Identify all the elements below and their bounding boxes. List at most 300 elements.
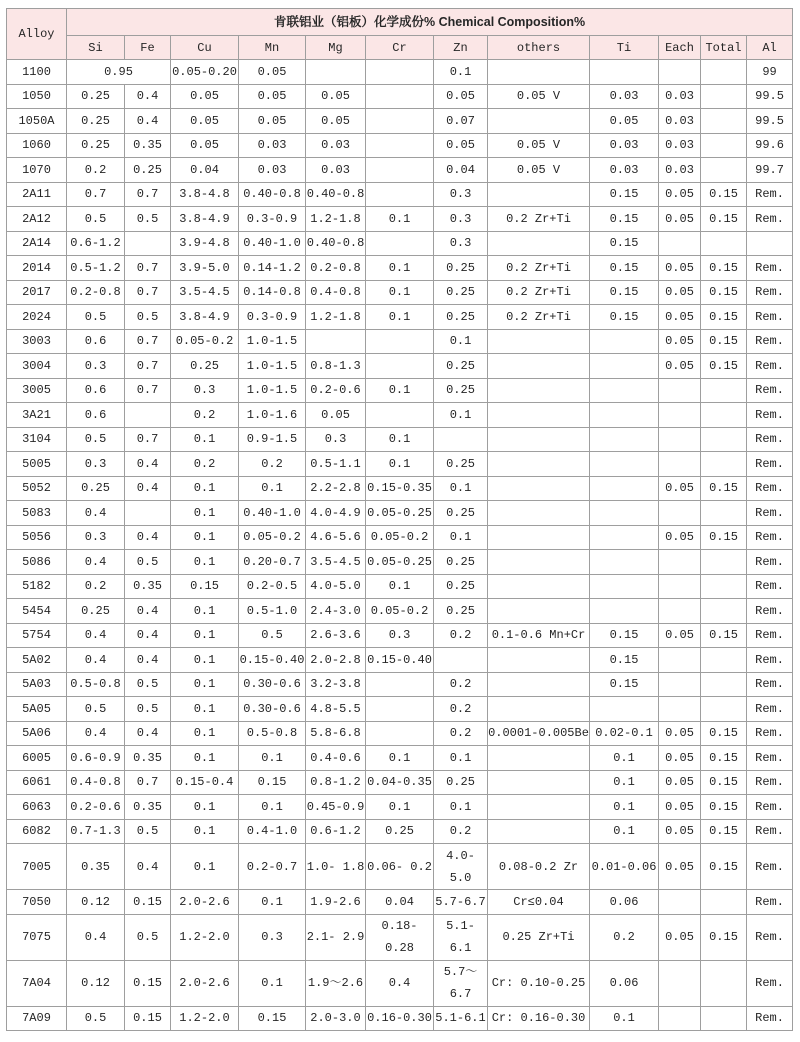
cell-others: 0.2 Zr+Ti xyxy=(488,256,590,281)
cell-each: 0.05 xyxy=(659,819,701,844)
cell-fe: 0.7 xyxy=(125,256,171,281)
table-row xyxy=(7,770,793,795)
cell-mn: 0.03 xyxy=(239,158,306,183)
cell-total xyxy=(701,403,747,428)
cell-ti xyxy=(590,403,659,428)
cell-si: 0.4 xyxy=(67,914,125,960)
cell-total xyxy=(701,378,747,403)
cell-mg: 2.0-2.8 xyxy=(306,648,366,673)
cell-mn: 0.05 xyxy=(239,60,306,85)
cell-cu: 0.05-0.2 xyxy=(171,329,239,354)
table-title: 肯联铝业（铝板）化学成份% Chemical Composition% xyxy=(67,9,793,36)
cell-alloy: 6063 xyxy=(7,795,67,820)
cell-mn: 0.4-1.0 xyxy=(239,819,306,844)
cell-si: 0.25 xyxy=(67,84,125,109)
cell-si: 0.5 xyxy=(67,427,125,452)
cell-cr: 0.1 xyxy=(366,280,434,305)
cell-fe: 0.4 xyxy=(125,648,171,673)
cell-cu: 0.2 xyxy=(171,452,239,477)
cell-cr: 0.15-0.40 xyxy=(366,648,434,673)
cell-ti xyxy=(590,452,659,477)
cell-each: 0.05 xyxy=(659,280,701,305)
cell-ti: 0.01-0.06 xyxy=(590,844,659,890)
table-row xyxy=(7,231,793,256)
cell-cr: 0.1 xyxy=(366,795,434,820)
cell-cr: 0.1 xyxy=(366,452,434,477)
table-row xyxy=(7,697,793,722)
cell-total xyxy=(701,1006,747,1031)
cell-si: 0.6-1.2 xyxy=(67,231,125,256)
cell-cu: 3.5-4.5 xyxy=(171,280,239,305)
cell-cr: 0.1 xyxy=(366,305,434,330)
cell-si: 0.2-0.8 xyxy=(67,280,125,305)
cell-mn: 0.5-0.8 xyxy=(239,721,306,746)
cell-each: 0.05 xyxy=(659,795,701,820)
cell-si: 0.2 xyxy=(67,158,125,183)
cell-al: Rem. xyxy=(747,697,793,722)
cell-ti xyxy=(590,354,659,379)
cell-mn: 0.40-1.0 xyxy=(239,501,306,526)
cell-total: 0.15 xyxy=(701,354,747,379)
cell-zn: 5.7～ 6.7 xyxy=(434,960,488,1006)
column-header-fe: Fe xyxy=(125,36,171,60)
cell-cu: 0.1 xyxy=(171,721,239,746)
cell-cu: 0.2 xyxy=(171,403,239,428)
cell-cu: 0.1 xyxy=(171,427,239,452)
table-row xyxy=(7,182,793,207)
cell-each: 0.05 xyxy=(659,256,701,281)
cell-si: 0.12 xyxy=(67,960,125,1006)
cell-cr xyxy=(366,182,434,207)
cell-fe xyxy=(125,501,171,526)
cell-si: 0.3 xyxy=(67,525,125,550)
cell-total: 0.15 xyxy=(701,305,747,330)
cell-fe: 0.35 xyxy=(125,746,171,771)
cell-mg: 1.0- 1.8 xyxy=(306,844,366,890)
cell-others: Cr: 0.10-0.25 xyxy=(488,960,590,1006)
cell-fe: 0.15 xyxy=(125,1006,171,1031)
cell-total xyxy=(701,890,747,915)
cell-mn: 0.15-0.40 xyxy=(239,648,306,673)
cell-cr: 0.4 xyxy=(366,960,434,1006)
cell-total: 0.15 xyxy=(701,329,747,354)
cell-others: 0.2 Zr+Ti xyxy=(488,207,590,232)
cell-al: Rem. xyxy=(747,525,793,550)
table-row xyxy=(7,133,793,158)
cell-si: 0.4 xyxy=(67,501,125,526)
cell-fe: 0.7 xyxy=(125,329,171,354)
cell-others xyxy=(488,378,590,403)
cell-zn: 0.05 xyxy=(434,133,488,158)
cell-ti: 0.1 xyxy=(590,1006,659,1031)
column-header-mn: Mn xyxy=(239,36,306,60)
cell-zn: 0.2 xyxy=(434,623,488,648)
cell-mg: 2.6-3.6 xyxy=(306,623,366,648)
cell-mn: 1.0-1.5 xyxy=(239,354,306,379)
cell-total xyxy=(701,550,747,575)
cell-others: Cr≤0.04 xyxy=(488,890,590,915)
table-row xyxy=(7,256,793,281)
cell-fe: 0.4 xyxy=(125,476,171,501)
cell-fe: 0.7 xyxy=(125,354,171,379)
cell-total: 0.15 xyxy=(701,795,747,820)
cell-others xyxy=(488,427,590,452)
cell-mg: 0.4-0.6 xyxy=(306,746,366,771)
cell-ti xyxy=(590,329,659,354)
table-row xyxy=(7,721,793,746)
cell-alloy: 5052 xyxy=(7,476,67,501)
cell-alloy: 6082 xyxy=(7,819,67,844)
cell-si: 0.25 xyxy=(67,476,125,501)
cell-each xyxy=(659,427,701,452)
cell-each: 0.05 xyxy=(659,329,701,354)
cell-al: Rem. xyxy=(747,1006,793,1031)
cell-others: 0.05 V xyxy=(488,158,590,183)
cell-cr xyxy=(366,354,434,379)
cell-others xyxy=(488,476,590,501)
cell-mn: 0.20-0.7 xyxy=(239,550,306,575)
cell-ti: 0.15 xyxy=(590,280,659,305)
cell-al: Rem. xyxy=(747,960,793,1006)
cell-ti xyxy=(590,60,659,85)
cell-total: 0.15 xyxy=(701,914,747,960)
cell-cr: 0.16-0.30 xyxy=(366,1006,434,1031)
cell-al: 99.7 xyxy=(747,158,793,183)
cell-alloy: 5A05 xyxy=(7,697,67,722)
table-row xyxy=(7,158,793,183)
table-row xyxy=(7,599,793,624)
cell-alloy: 2A14 xyxy=(7,231,67,256)
cell-al: Rem. xyxy=(747,501,793,526)
column-header-each: Each xyxy=(659,36,701,60)
cell-total: 0.15 xyxy=(701,207,747,232)
cell-al: Rem. xyxy=(747,574,793,599)
cell-fe: 0.4 xyxy=(125,844,171,890)
cell-mg xyxy=(306,60,366,85)
column-header-alloy: Alloy xyxy=(7,9,67,60)
cell-each xyxy=(659,574,701,599)
cell-alloy: 2014 xyxy=(7,256,67,281)
cell-fe: 0.7 xyxy=(125,427,171,452)
cell-cu: 0.1 xyxy=(171,599,239,624)
cell-cu: 0.05 xyxy=(171,84,239,109)
cell-each xyxy=(659,501,701,526)
cell-ti xyxy=(590,574,659,599)
cell-mg: 0.4-0.8 xyxy=(306,280,366,305)
cell-total xyxy=(701,158,747,183)
cell-cr: 0.18- 0.28 xyxy=(366,914,434,960)
cell-each: 0.05 xyxy=(659,914,701,960)
cell-others xyxy=(488,819,590,844)
cell-mn: 0.30-0.6 xyxy=(239,672,306,697)
cell-total xyxy=(701,60,747,85)
cell-fe: 0.4 xyxy=(125,525,171,550)
cell-ti xyxy=(590,501,659,526)
table-row xyxy=(7,1006,793,1031)
cell-mn: 0.3 xyxy=(239,914,306,960)
cell-mg: 1.9-2.6 xyxy=(306,890,366,915)
cell-ti: 0.03 xyxy=(590,84,659,109)
cell-ti xyxy=(590,599,659,624)
cell-alloy: 5083 xyxy=(7,501,67,526)
cell-zn: 0.2 xyxy=(434,721,488,746)
cell-alloy: 1050A xyxy=(7,109,67,134)
cell-mg: 5.8-6.8 xyxy=(306,721,366,746)
cell-mg: 1.2-1.8 xyxy=(306,207,366,232)
cell-al: Rem. xyxy=(747,403,793,428)
cell-total xyxy=(701,109,747,134)
cell-zn: 0.25 xyxy=(434,501,488,526)
cell-zn: 0.1 xyxy=(434,60,488,85)
cell-mn: 0.15 xyxy=(239,1006,306,1031)
cell-si: 0.6 xyxy=(67,378,125,403)
cell-zn: 0.25 xyxy=(434,354,488,379)
table-row xyxy=(7,427,793,452)
cell-fe: 0.4 xyxy=(125,623,171,648)
cell-others xyxy=(488,452,590,477)
cell-alloy: 5A02 xyxy=(7,648,67,673)
cell-total: 0.15 xyxy=(701,280,747,305)
cell-cr: 0.05-0.25 xyxy=(366,550,434,575)
cell-mg: 2.0-3.0 xyxy=(306,1006,366,1031)
cell-total: 0.15 xyxy=(701,746,747,771)
cell-each: 0.05 xyxy=(659,844,701,890)
cell-mg xyxy=(306,329,366,354)
cell-mg: 1.2-1.8 xyxy=(306,305,366,330)
cell-alloy: 7050 xyxy=(7,890,67,915)
cell-al: Rem. xyxy=(747,354,793,379)
cell-each: 0.05 xyxy=(659,207,701,232)
cell-others: 0.25 Zr+Ti xyxy=(488,914,590,960)
cell-cu: 0.1 xyxy=(171,623,239,648)
cell-cr xyxy=(366,697,434,722)
cell-each: 0.05 xyxy=(659,354,701,379)
cell-others xyxy=(488,354,590,379)
cell-mn: 0.2-0.5 xyxy=(239,574,306,599)
cell-zn: 0.3 xyxy=(434,182,488,207)
cell-cr: 0.1 xyxy=(366,574,434,599)
cell-fe xyxy=(125,403,171,428)
table-row xyxy=(7,960,793,1006)
cell-total xyxy=(701,672,747,697)
cell-al: Rem. xyxy=(747,476,793,501)
cell-each xyxy=(659,1006,701,1031)
cell-others: 0.08-0.2 Zr xyxy=(488,844,590,890)
cell-cu: 0.1 xyxy=(171,795,239,820)
cell-total xyxy=(701,452,747,477)
cell-ti xyxy=(590,525,659,550)
cell-zn: 0.05 xyxy=(434,84,488,109)
cell-others: Cr: 0.16-0.30 xyxy=(488,1006,590,1031)
cell-zn: 0.1 xyxy=(434,403,488,428)
cell-zn: 0.25 xyxy=(434,574,488,599)
cell-si: 0.3 xyxy=(67,354,125,379)
cell-alloy: 1100 xyxy=(7,60,67,85)
cell-zn: 0.1 xyxy=(434,329,488,354)
cell-al: Rem. xyxy=(747,746,793,771)
cell-fe: 0.5 xyxy=(125,697,171,722)
cell-zn: 0.07 xyxy=(434,109,488,134)
cell-mg: 1.9～2.6 xyxy=(306,960,366,1006)
table-row xyxy=(7,623,793,648)
table-row xyxy=(7,914,793,960)
cell-others xyxy=(488,329,590,354)
cell-fe: 0.15 xyxy=(125,960,171,1006)
cell-ti: 0.05 xyxy=(590,109,659,134)
cell-mg: 0.3 xyxy=(306,427,366,452)
table-row xyxy=(7,501,793,526)
cell-mn: 0.2 xyxy=(239,452,306,477)
cell-ti: 0.15 xyxy=(590,623,659,648)
cell-cr: 0.1 xyxy=(366,378,434,403)
cell-zn: 0.25 xyxy=(434,378,488,403)
cell-mg: 0.45-0.9 xyxy=(306,795,366,820)
cell-cu: 0.04 xyxy=(171,158,239,183)
cell-al: Rem. xyxy=(747,672,793,697)
cell-cu: 0.25 xyxy=(171,354,239,379)
cell-mg: 0.05 xyxy=(306,403,366,428)
cell-mg: 0.2-0.8 xyxy=(306,256,366,281)
cell-cu: 0.1 xyxy=(171,525,239,550)
column-header-si: Si xyxy=(67,36,125,60)
cell-others xyxy=(488,109,590,134)
cell-zn: 0.2 xyxy=(434,672,488,697)
cell-si: 0.5 xyxy=(67,305,125,330)
cell-others xyxy=(488,231,590,256)
cell-alloy: 1070 xyxy=(7,158,67,183)
cell-others xyxy=(488,550,590,575)
cell-cu: 0.1 xyxy=(171,746,239,771)
cell-ti: 0.2 xyxy=(590,914,659,960)
cell-mg: 0.05 xyxy=(306,109,366,134)
cell-ti xyxy=(590,476,659,501)
cell-si: 0.5-1.2 xyxy=(67,256,125,281)
cell-cr xyxy=(366,403,434,428)
cell-si: 0.12 xyxy=(67,890,125,915)
cell-zn: 4.0- 5.0 xyxy=(434,844,488,890)
cell-ti: 0.15 xyxy=(590,672,659,697)
table-row xyxy=(7,378,793,403)
table-row xyxy=(7,84,793,109)
cell-mg: 0.40-0.8 xyxy=(306,231,366,256)
cell-zn xyxy=(434,427,488,452)
cell-ti: 0.15 xyxy=(590,648,659,673)
cell-si-fe-combined: 0.95 xyxy=(67,60,171,85)
cell-mn: 1.0-1.6 xyxy=(239,403,306,428)
cell-al: Rem. xyxy=(747,770,793,795)
cell-alloy: 3004 xyxy=(7,354,67,379)
cell-total: 0.15 xyxy=(701,476,747,501)
cell-others xyxy=(488,182,590,207)
cell-alloy: 5056 xyxy=(7,525,67,550)
cell-mg: 0.6-1.2 xyxy=(306,819,366,844)
cell-mn: 0.05-0.2 xyxy=(239,525,306,550)
cell-zn: 0.25 xyxy=(434,770,488,795)
cell-fe: 0.4 xyxy=(125,84,171,109)
cell-total xyxy=(701,599,747,624)
cell-others xyxy=(488,60,590,85)
cell-each: 0.05 xyxy=(659,770,701,795)
cell-zn xyxy=(434,648,488,673)
column-header-others: others xyxy=(488,36,590,60)
cell-alloy: 2A11 xyxy=(7,182,67,207)
cell-ti: 0.15 xyxy=(590,256,659,281)
cell-alloy: 7005 xyxy=(7,844,67,890)
cell-mn: 0.40-1.0 xyxy=(239,231,306,256)
cell-mn: 0.14-1.2 xyxy=(239,256,306,281)
cell-others: 0.1-0.6 Mn+Cr xyxy=(488,623,590,648)
cell-each xyxy=(659,890,701,915)
cell-total xyxy=(701,427,747,452)
cell-alloy: 2017 xyxy=(7,280,67,305)
cell-cr xyxy=(366,158,434,183)
header-row-title xyxy=(7,9,793,36)
cell-others xyxy=(488,746,590,771)
cell-each: 0.03 xyxy=(659,84,701,109)
cell-si: 0.3 xyxy=(67,452,125,477)
cell-si: 0.25 xyxy=(67,599,125,624)
cell-cu: 0.1 xyxy=(171,844,239,890)
cell-zn: 0.2 xyxy=(434,697,488,722)
cell-total xyxy=(701,648,747,673)
cell-mn: 0.1 xyxy=(239,890,306,915)
cell-mg: 3.2-3.8 xyxy=(306,672,366,697)
cell-si: 0.2-0.6 xyxy=(67,795,125,820)
cell-cu: 3.9-4.8 xyxy=(171,231,239,256)
cell-si: 0.4 xyxy=(67,721,125,746)
cell-mg: 4.0-4.9 xyxy=(306,501,366,526)
cell-al: Rem. xyxy=(747,256,793,281)
cell-zn: 5.1- 6.1 xyxy=(434,914,488,960)
cell-alloy: 5A06 xyxy=(7,721,67,746)
cell-fe: 0.7 xyxy=(125,280,171,305)
cell-mg: 2.1- 2.9 xyxy=(306,914,366,960)
cell-each: 0.05 xyxy=(659,746,701,771)
cell-al: 99.5 xyxy=(747,109,793,134)
cell-alloy: 7A04 xyxy=(7,960,67,1006)
cell-others: 0.2 Zr+Ti xyxy=(488,280,590,305)
cell-cu: 0.05-0.20 xyxy=(171,60,239,85)
cell-each xyxy=(659,60,701,85)
cell-each: 0.05 xyxy=(659,525,701,550)
cell-mn: 0.1 xyxy=(239,746,306,771)
cell-alloy: 1060 xyxy=(7,133,67,158)
cell-mn: 0.5 xyxy=(239,623,306,648)
cell-cr: 0.1 xyxy=(366,207,434,232)
table-row xyxy=(7,525,793,550)
cell-zn: 5.1-6.1 xyxy=(434,1006,488,1031)
cell-mn: 1.0-1.5 xyxy=(239,378,306,403)
cell-alloy: 5754 xyxy=(7,623,67,648)
cell-fe: 0.7 xyxy=(125,770,171,795)
cell-al: Rem. xyxy=(747,648,793,673)
cell-mg: 4.0-5.0 xyxy=(306,574,366,599)
cell-mg: 4.6-5.6 xyxy=(306,525,366,550)
cell-cr xyxy=(366,109,434,134)
cell-others xyxy=(488,574,590,599)
cell-total: 0.15 xyxy=(701,721,747,746)
table-row xyxy=(7,648,793,673)
cell-si: 0.25 xyxy=(67,109,125,134)
cell-ti: 0.1 xyxy=(590,770,659,795)
cell-fe: 0.4 xyxy=(125,721,171,746)
cell-each: 0.05 xyxy=(659,305,701,330)
table-row xyxy=(7,476,793,501)
cell-total: 0.15 xyxy=(701,623,747,648)
cell-mn: 0.3-0.9 xyxy=(239,207,306,232)
cell-al: Rem. xyxy=(747,890,793,915)
cell-mn: 0.5-1.0 xyxy=(239,599,306,624)
